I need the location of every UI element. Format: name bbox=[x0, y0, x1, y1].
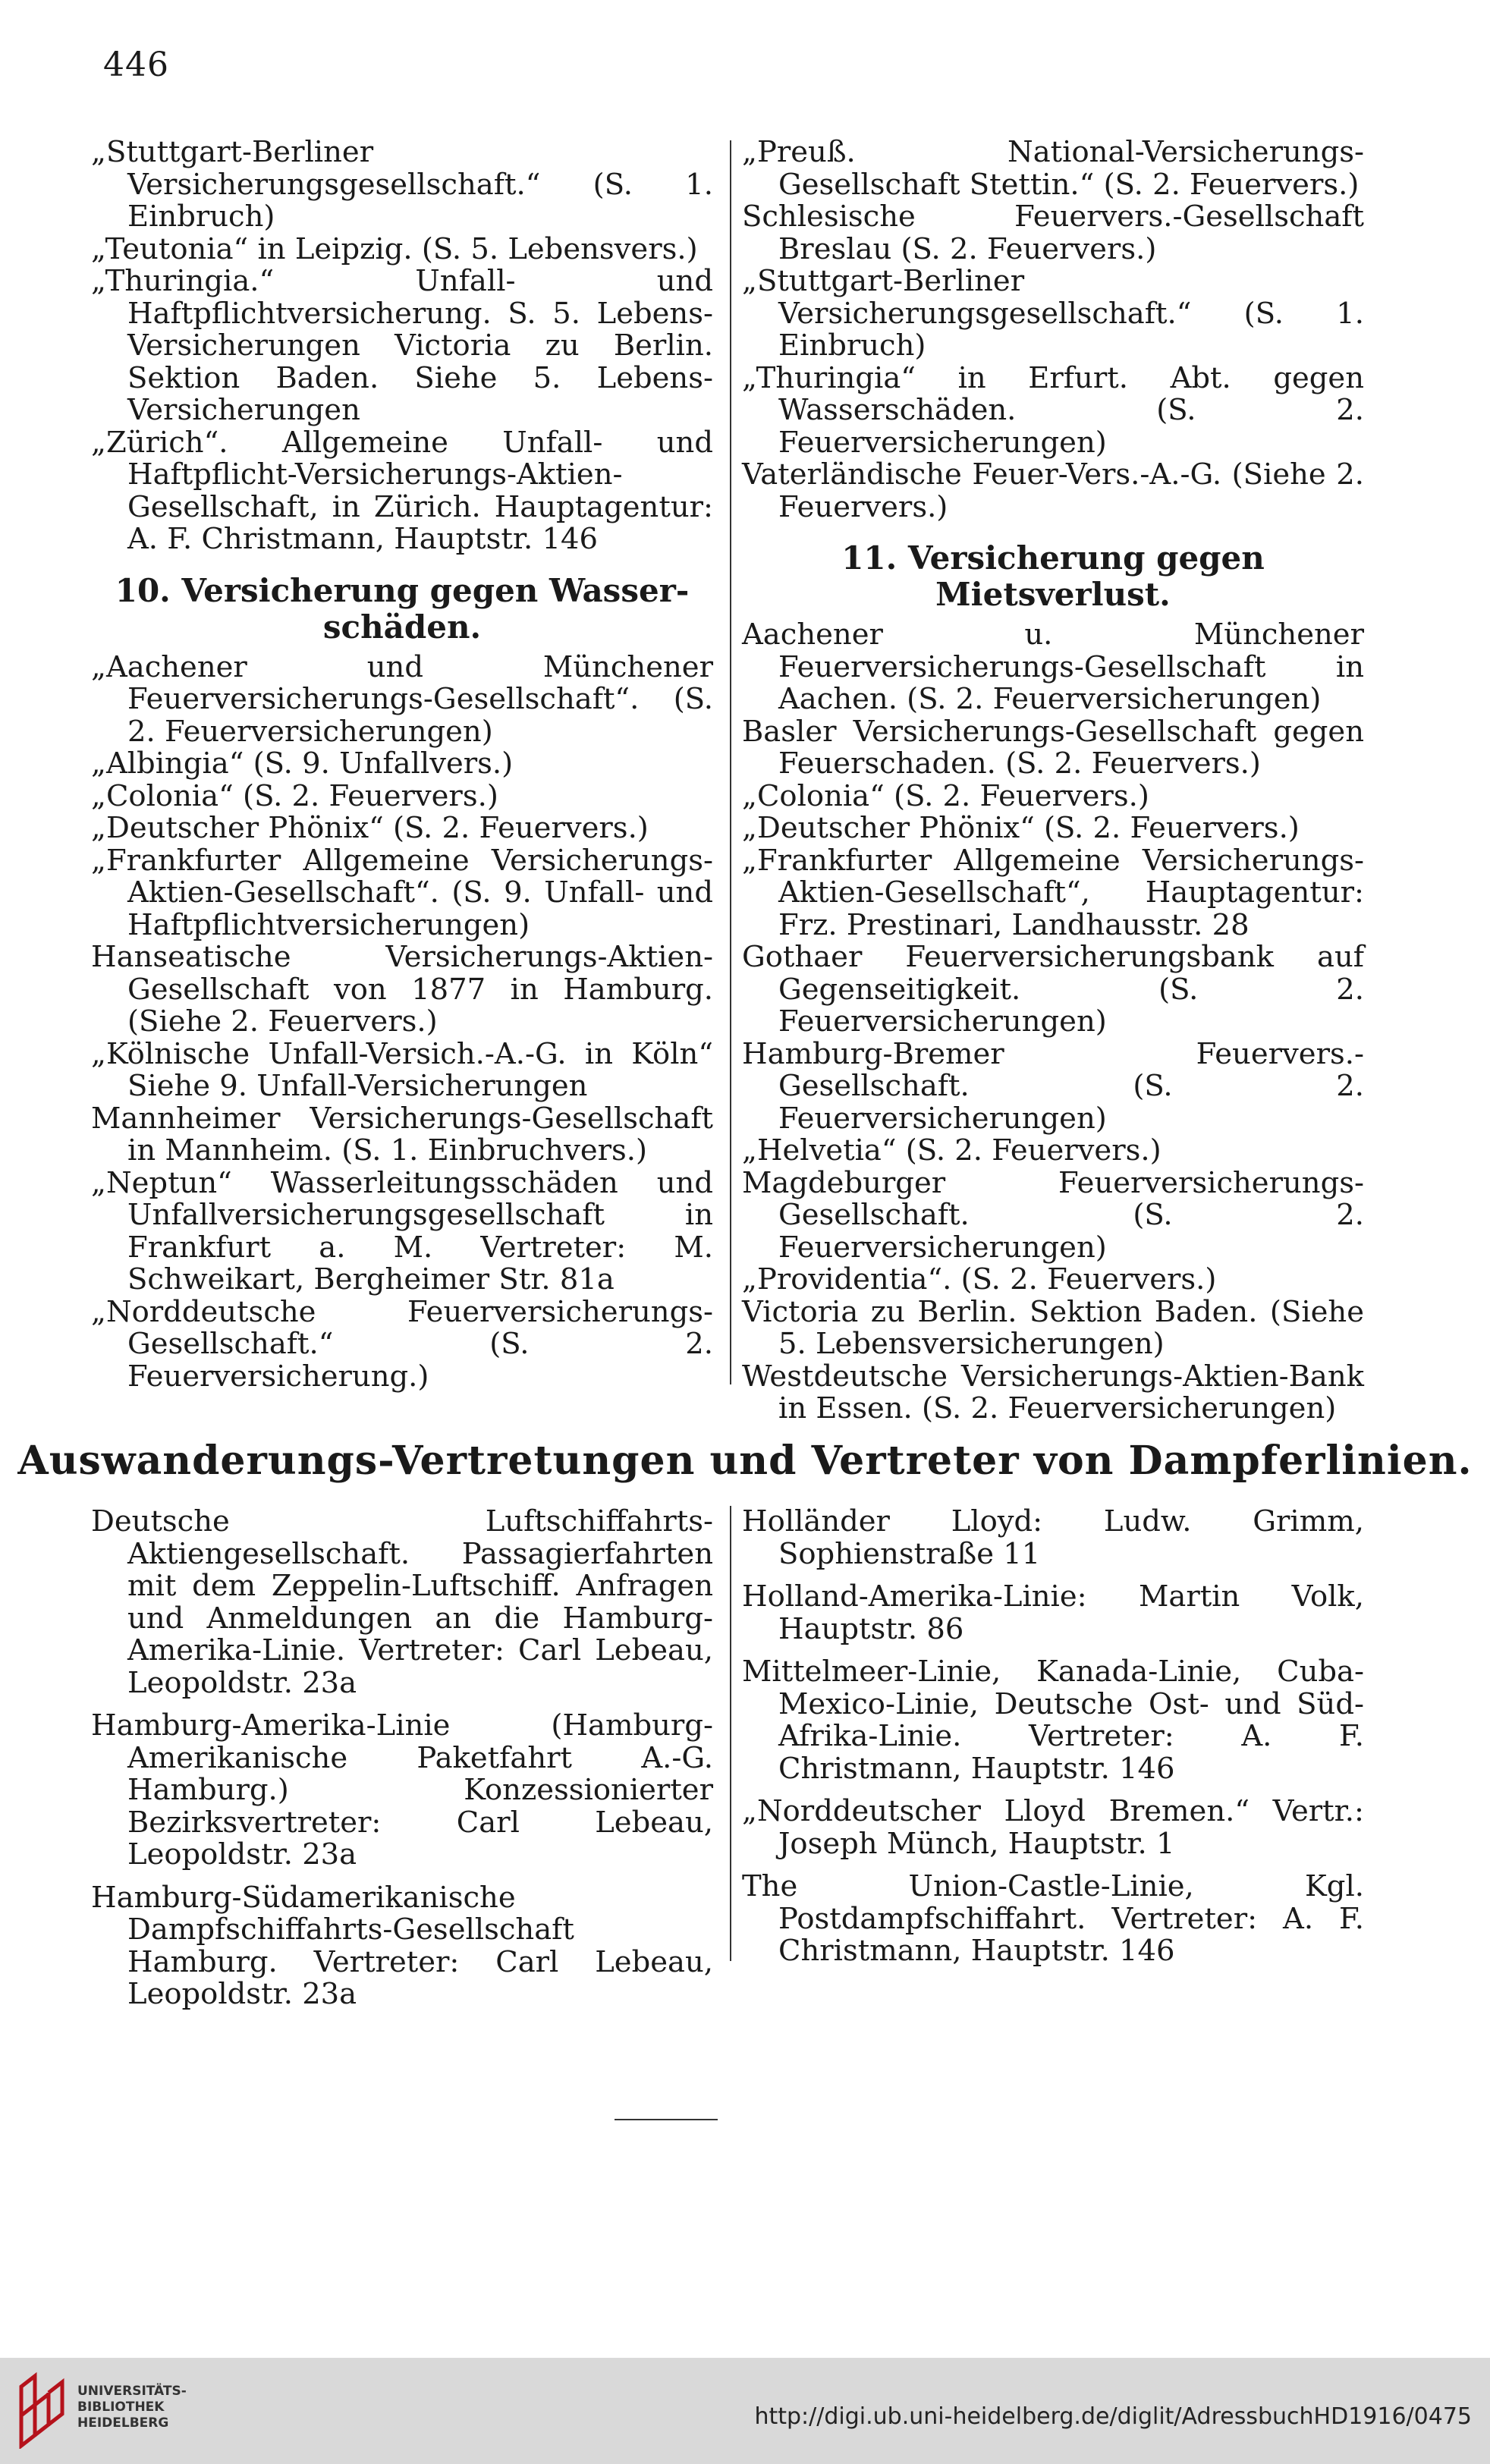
list-item: Hamburg-Amerika-Linie (Hamburg-Amerikanische Paketfahrt A.-G. Hamburg.) Konzessionierter Bezirksvertreter: Carl Lebeau, Leopoldstr. 23a bbox=[91, 1708, 713, 1872]
list-item: „Norddeutsche Feuerversicherungs-Gesellschaft.“ (S. 2. Feuerversicherung.) bbox=[91, 1294, 713, 1394]
list-item: Schlesische Feuervers.-Gesellschaft Breslau (S. 2. Feuervers.) bbox=[742, 200, 1364, 266]
list-item: Vaterländische Feuer-Vers.-A.-G. (Siehe 2. Feuervers.) bbox=[742, 457, 1364, 524]
list-item: „Stuttgart-Berliner Versicherungsgesellschaft.“ (S. 1. Einbruch) bbox=[91, 135, 713, 234]
list-item: „Teutonia“ in Leipzig. (S. 5. Lebensvers.) bbox=[91, 231, 698, 266]
list-item: Deutsche Luftschiffahrts-Aktiengesellschaft. Passagierfahrten mit dem Zeppelin-Luftschiff. Anfragen und Anmeldungen an die Hamburg-Amerika-Linie. Vertreter: Carl Lebeau, Leopoldstr. 23a bbox=[91, 1504, 713, 1700]
main-title: Auswanderungs-Vertretungen und Vertreter von Dampferlinien. bbox=[17, 1438, 1473, 1484]
list-item: Magdeburger Feuerversicherungs-Gesellschaft. (S. 2. Feuerversicherungen) bbox=[742, 1165, 1364, 1265]
list-item: „Aachener und Münchener Feuerversicherungs-Gesellschaft“. (S. 2. Feuerversicherungen) bbox=[91, 649, 713, 749]
list-item: Aachener u. Münchener Feuerversicherungs-Gesellschaft in Aachen. (S. 2. Feuerversicherungen) bbox=[742, 618, 1364, 716]
list-item: Holland-Amerika-Linie: Martin Volk, Hauptstr. 86 bbox=[742, 1579, 1364, 1646]
list-item: Basler Versicherungs-Gesellschaft gegen Feuerschaden. (S. 2. Feuervers.) bbox=[742, 714, 1364, 781]
list-item: „Deutscher Phönix“ (S. 2. Feuervers.) bbox=[742, 811, 1300, 845]
list-item: Mannheimer Versicherungs-Gesellschaft in Mannheim. (S. 1. Einbruchvers.) bbox=[91, 1101, 713, 1168]
library-logo-icon bbox=[17, 2370, 67, 2449]
list-item: The Union-Castle-Linie, Kgl. Postdampfschiffahrt. Vertreter: A. F. Christmann, Hauptstr. 146 bbox=[742, 1869, 1364, 1968]
footer-bar bbox=[0, 2358, 1490, 2464]
list-item: „Neptun“ Wasserleitungsschäden und Unfallversicherungsgesellschaft in Frankfurt a. M. Vertreter: M. Schweikart, Bergheimer Str. 81a bbox=[91, 1165, 713, 1296]
list-item: Mittelmeer-Linie, Kanada-Linie, Cuba-Mexico-Linie, Deutsche Ost- und Süd-Afrika-Linie. Vertreter: A. F. Christmann, Hauptstr. 146 bbox=[742, 1655, 1364, 1786]
list-item: Gothaer Feuerversicherungsbank auf Gegenseitigkeit. (S. 2. Feuerversicherungen) bbox=[742, 940, 1364, 1039]
list-item: Victoria zu Berlin. Sektion Baden. (Siehe 5. Lebensversicherungen) bbox=[742, 1294, 1364, 1361]
list-item: „Kölnische Unfall-Versich.-A.-G. in Köln“ Siehe 9. Unfall-Versicherungen bbox=[91, 1036, 713, 1103]
list-item: Hamburg-Südamerikanische Dampfschiffahrts-Gesellschaft Hamburg. Vertreter: Carl Lebeau, Leopoldstr. 23a bbox=[91, 1880, 713, 2011]
library-name: UNIVERSITÄTS- BIBLIOTHEK HEIDELBERG bbox=[77, 2384, 187, 2431]
list-item: Hamburg-Bremer Feuervers.-Gesellschaft. (S. 2. Feuerversicherungen) bbox=[742, 1036, 1364, 1136]
list-item: „Albingia“ (S. 9. Unfallvers.) bbox=[91, 746, 514, 781]
left-column-top bbox=[91, 137, 713, 1393]
list-item: „Norddeutscher Lloyd Bremen.“ Vertr.: Joseph Münch, Hauptstr. 1 bbox=[742, 1794, 1364, 1861]
list-item: „Colonia“ (S. 2. Feuervers.) bbox=[91, 778, 498, 813]
list-item: „Deutscher Phönix“ (S. 2. Feuervers.) bbox=[91, 811, 649, 845]
list-item: „Frankfurter Allgemeine Versicherungs-Aktien-Gesellschaft“. (S. 9. Unfall- und Haftpflichtversicherungen) bbox=[91, 843, 713, 942]
list-item: Hanseatische Versicherungs-Aktien-Gesellschaft von 1877 in Hamburg. (Siehe 2. Feuervers.) bbox=[91, 940, 713, 1039]
right-column-bottom bbox=[742, 1506, 1364, 1978]
section-heading: 10. Versicherung gegen Wasser-schäden. bbox=[115, 571, 690, 646]
source-url-link[interactable]: http://digi.ub.uni-heidelberg.de/diglit/AdressbuchHD1916/0475 bbox=[754, 2403, 1472, 2430]
list-item: „Frankfurter Allgemeine Versicherungs-Aktien-Gesellschaft“, Hauptagentur: Frz. Prestinari, Landhausstr. 28 bbox=[742, 843, 1364, 942]
list-item: „Thuringia.“ Unfall- und Haftpflichtversicherung. S. 5. Lebens-Versicherungen Victoria zu Berlin. Sektion Baden. Siehe 5. Lebens-Versicherungen bbox=[91, 264, 713, 427]
right-column-top bbox=[742, 137, 1364, 1425]
list-item: „Thuringia“ in Erfurt. Abt. gegen Wasserschäden. (S. 2. Feuerversicherungen) bbox=[742, 360, 1364, 460]
list-item: „Colonia“ (S. 2. Feuervers.) bbox=[742, 778, 1149, 813]
list-item: „Preuß. National-Versicherungs-Gesellschaft Stettin.“ (S. 2. Feuervers.) bbox=[742, 135, 1364, 202]
list-item: Holländer Lloyd: Ludw. Grimm, Sophienstraße 11 bbox=[742, 1504, 1364, 1571]
end-rule bbox=[615, 2119, 718, 2120]
list-item: „Stuttgart-Berliner Versicherungsgesellschaft.“ (S. 1. Einbruch) bbox=[742, 264, 1364, 363]
list-item: „Providentia“. (S. 2. Feuervers.) bbox=[742, 1262, 1217, 1296]
left-column-bottom bbox=[91, 1506, 713, 2022]
page-number: 446 bbox=[103, 46, 169, 84]
column-divider bbox=[730, 1506, 731, 1961]
list-item: „Helvetia“ (S. 2. Feuervers.) bbox=[742, 1133, 1162, 1168]
list-item: „Zürich“. Allgemeine Unfall- und Haftpflicht-Versicherungs-Aktien-Gesellschaft, in Zürich. Hauptagentur: A. F. Christmann, Hauptstr. 146 bbox=[91, 425, 713, 556]
list-item: Westdeutsche Versicherungs-Aktien-Bank in Essen. (S. 2. Feuerversicherungen) bbox=[742, 1359, 1364, 1425]
column-divider bbox=[730, 140, 731, 1384]
section-heading: 11. Versicherung gegen Mietsverlust. bbox=[841, 539, 1265, 613]
